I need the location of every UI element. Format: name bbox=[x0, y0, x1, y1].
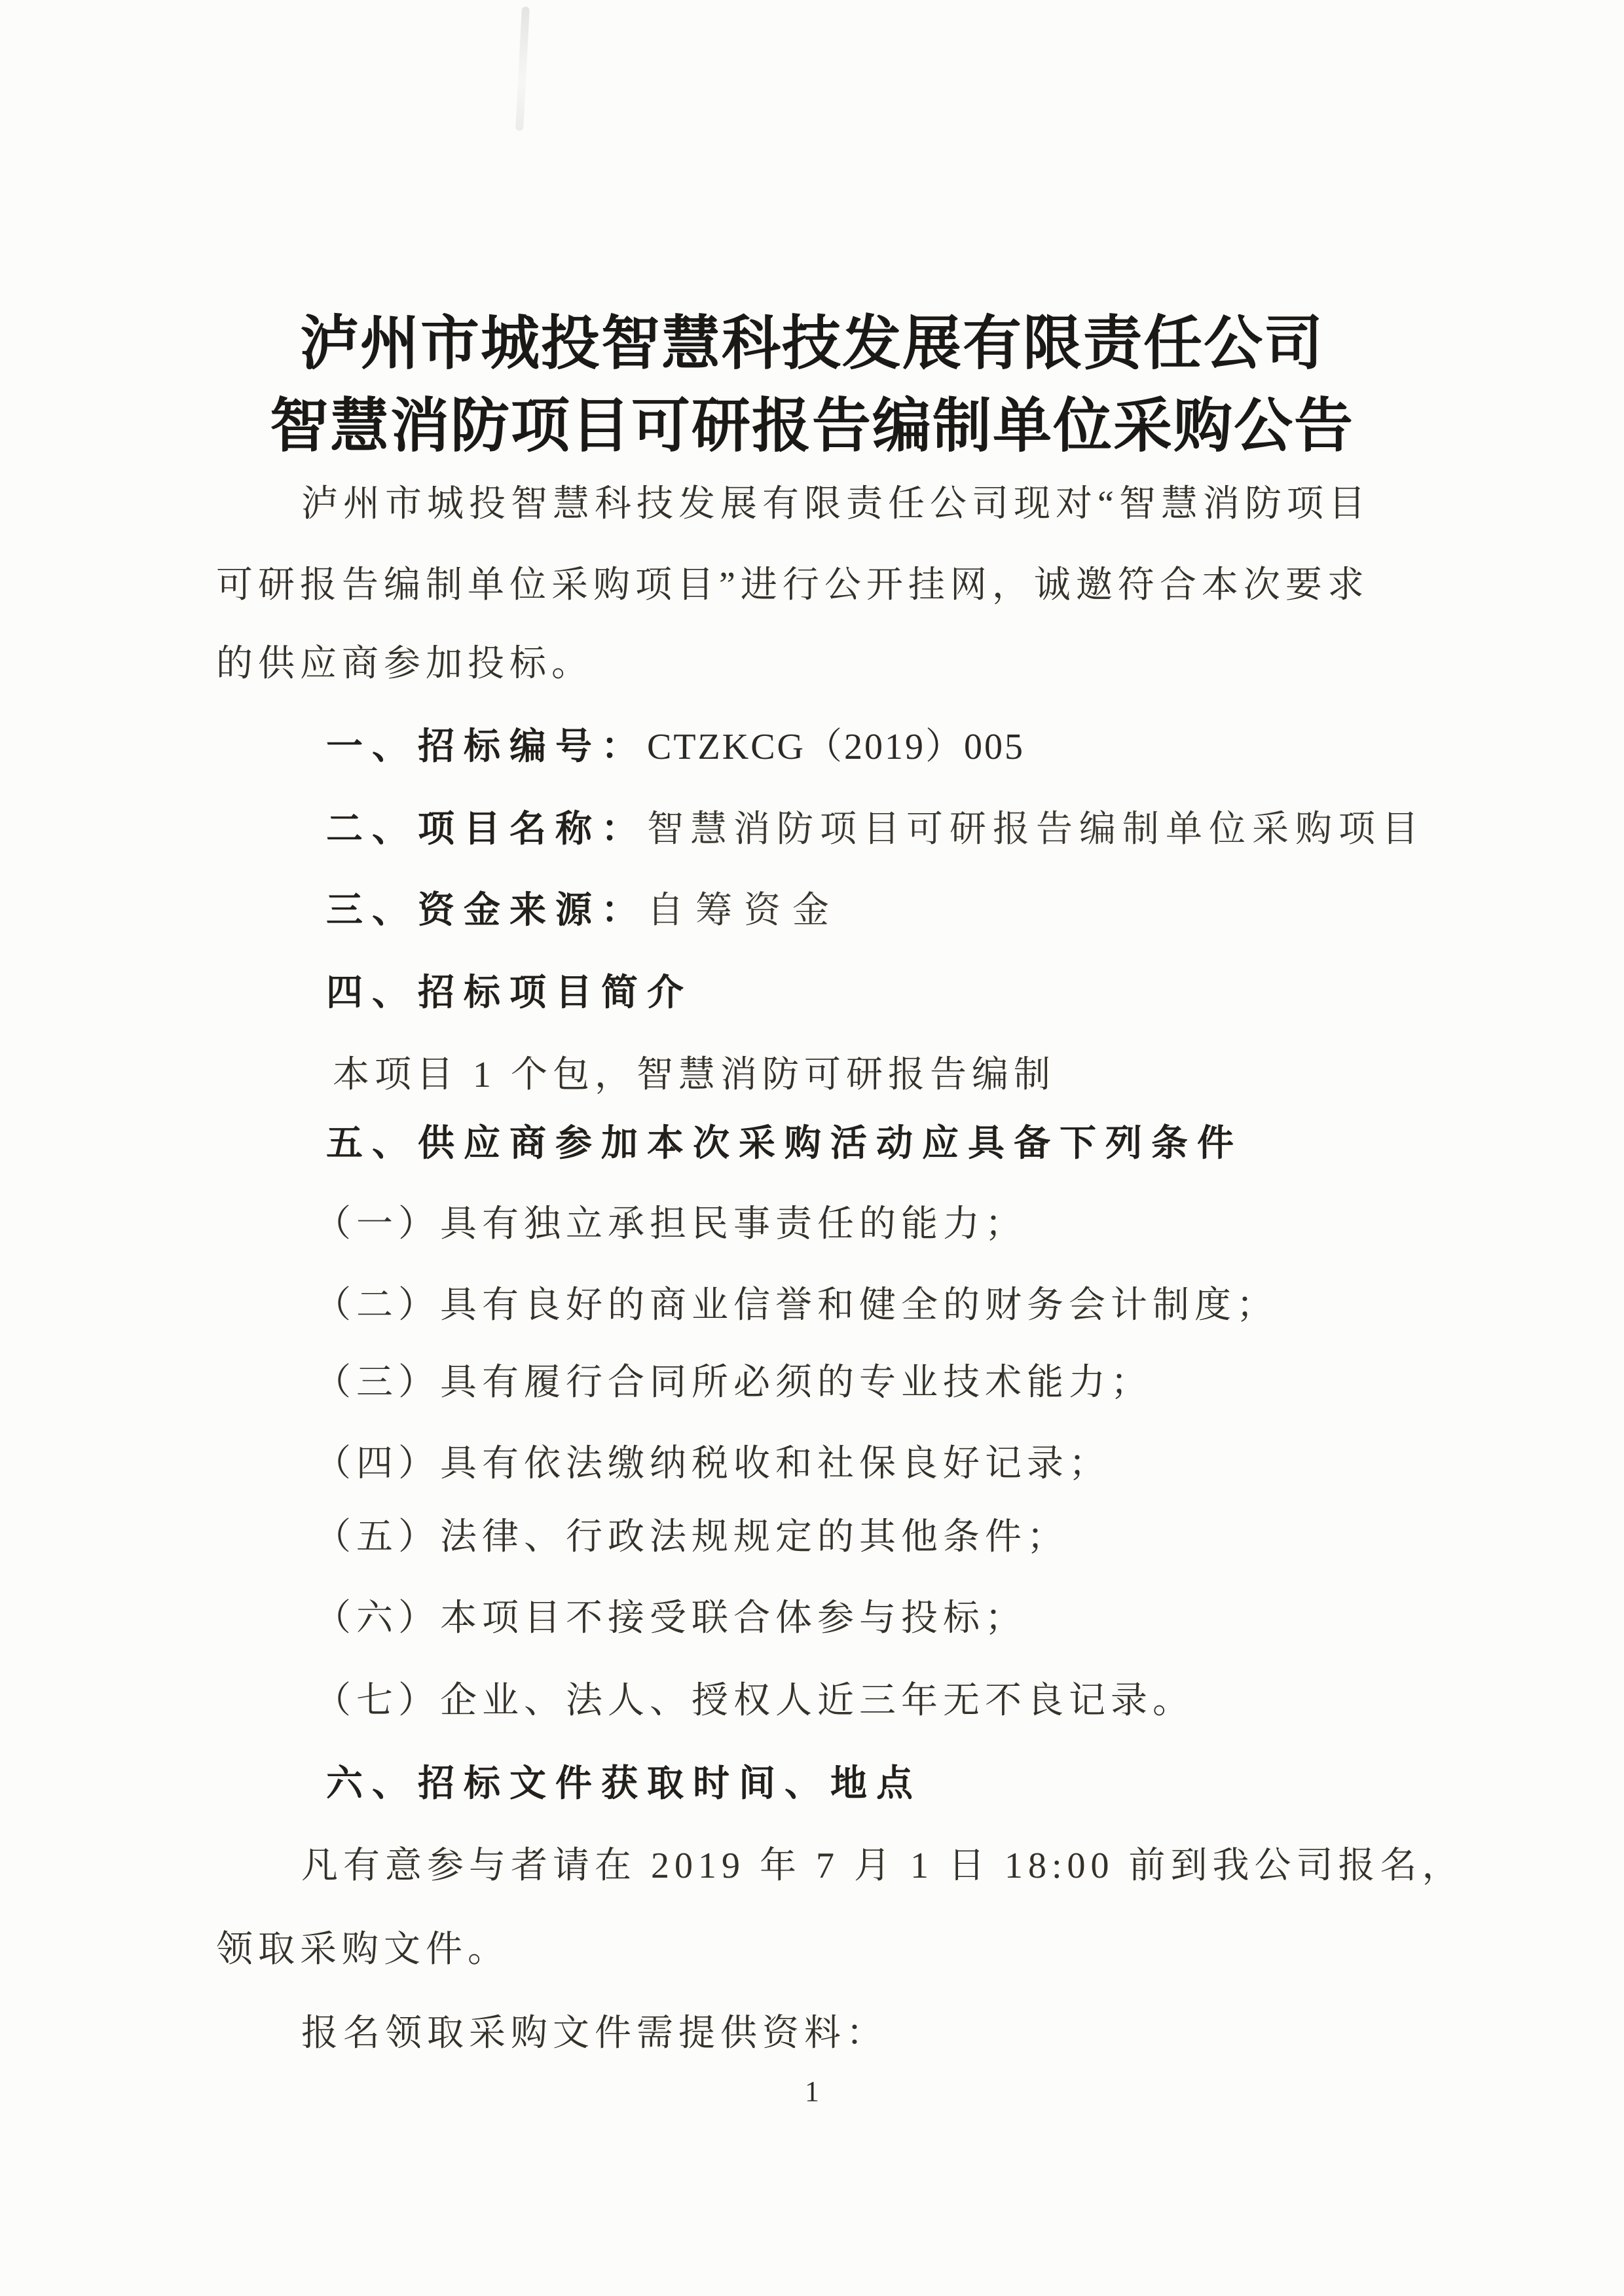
scan-artifact bbox=[515, 7, 530, 131]
intro-line-2: 可研报告编制单位采购项目”进行公开挂网，诚邀符合本次要求 bbox=[216, 565, 1369, 606]
section-project-intro-heading: 四、招标项目简介 bbox=[326, 972, 693, 1013]
project-name-label: 二、项目名称： bbox=[326, 808, 647, 849]
section-funding-source bbox=[216, 885, 1534, 936]
condition-item-6: （六）本项目不接受联合体参与投标； bbox=[314, 1598, 1027, 1639]
section-project-name bbox=[216, 804, 1534, 854]
condition-item-1: （一）具有独立承担民事责任的能力； bbox=[314, 1204, 1027, 1245]
section-supplier-conditions-heading: 五、供应商参加本次采购活动应具备下列条件 bbox=[326, 1122, 1243, 1163]
section-bid-number bbox=[216, 721, 1534, 772]
page-title-line2: 智慧消防项目可研报告编制单位采购公告 bbox=[270, 394, 1354, 459]
project-intro-body: 本项目 1 个包，智慧消防可研报告编制 bbox=[333, 1055, 1056, 1095]
intro-line-3: 的供应商参加投标。 bbox=[216, 644, 593, 684]
condition-item-2: （二）具有良好的商业信誉和健全的财务会计制度； bbox=[314, 1285, 1278, 1326]
acquisition-line-2: 领取采购文件。 bbox=[216, 1929, 509, 1970]
bid-number-value: CTZKCG（2019）005 bbox=[647, 727, 1025, 767]
section-doc-acquisition-heading: 六、招标文件获取时间、地点 bbox=[326, 1762, 922, 1804]
funding-source-label: 三、资金来源： bbox=[326, 889, 647, 930]
condition-item-3: （三）具有履行合同所必须的专业技术能力； bbox=[314, 1362, 1153, 1403]
funding-source-value: 自筹资金 bbox=[647, 890, 841, 931]
intro-line-1: 泸州市城投智慧科技发展有限责任公司现对“智慧消防项目 bbox=[301, 484, 1371, 524]
acquisition-line-1: 凡有意参与者请在 2019 年 7 月 1 日 18:00 前到我公司报名， bbox=[301, 1846, 1464, 1886]
condition-item-5: （五）法律、行政法规规定的其他条件； bbox=[314, 1517, 1069, 1558]
project-name-value: 智慧消防项目可研报告编制单位采购项目 bbox=[647, 809, 1425, 850]
page-title-line1: 泸州市城投智慧科技发展有限责任公司 bbox=[300, 312, 1324, 376]
acquisition-line-3: 报名领取采购文件需提供资料： bbox=[301, 2013, 888, 2054]
bid-number-label: 一、招标编号： bbox=[326, 725, 647, 767]
condition-item-7: （七）企业、法人、授权人近三年无不良记录。 bbox=[314, 1681, 1194, 1721]
page-number: 1 bbox=[805, 2075, 819, 2107]
condition-item-4: （四）具有依法缴纳税收和社保良好记录； bbox=[314, 1444, 1111, 1484]
